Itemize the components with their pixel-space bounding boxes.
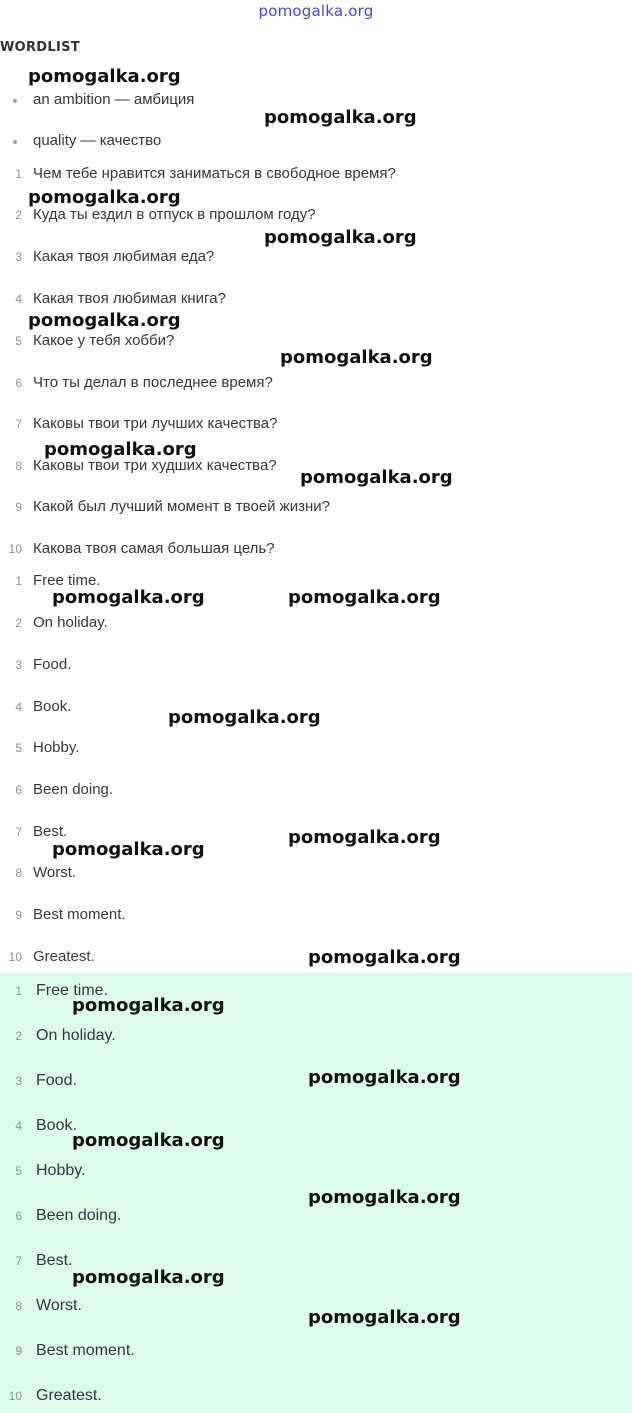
question-number: 7 — [15, 417, 22, 431]
answer-text: Hobby. — [33, 739, 80, 756]
question-text: Какая твоя любимая книга? — [33, 290, 226, 307]
answer-text: Greatest. — [36, 1387, 102, 1404]
watermark: pomogalka.org — [280, 347, 433, 368]
watermark: pomogalka.org — [72, 1130, 225, 1151]
watermark: pomogalka.org — [308, 1067, 461, 1088]
wordlist-item-text: quality — качество — [33, 132, 162, 149]
answer-number: 4 — [15, 1119, 22, 1133]
answer-number: 9 — [15, 908, 22, 922]
answer-text: On holiday. — [36, 1027, 116, 1044]
watermark: pomogalka.org — [308, 1307, 461, 1328]
answer-text: Book. — [36, 1117, 77, 1134]
wordlist-heading: WORDLIST — [0, 40, 80, 55]
question-text: Какая твоя любимая еда? — [33, 248, 215, 265]
question-number: 2 — [15, 208, 22, 222]
watermark: pomogalka.org — [288, 827, 441, 848]
answer-number: 9 — [15, 1344, 22, 1358]
answer-number: 7 — [15, 1254, 22, 1268]
answer-number: 2 — [15, 1029, 22, 1043]
question-text: Каковы твои три худших качества? — [33, 457, 277, 474]
answer-text: Free time. — [36, 982, 109, 999]
watermark: pomogalka.org — [28, 310, 181, 331]
question-number: 4 — [15, 292, 22, 306]
watermark: pomogalka.org — [264, 227, 417, 248]
watermark: pomogalka.org — [308, 947, 461, 968]
answer-text: Food. — [36, 1072, 77, 1089]
answer-text: Worst. — [33, 864, 77, 881]
watermark: pomogalka.org — [44, 439, 197, 460]
answer-text: Greatest. — [33, 948, 95, 965]
answer-number: 1 — [15, 574, 22, 588]
question-number: 8 — [15, 459, 22, 473]
answer-number: 3 — [15, 1074, 22, 1088]
answer-text: Free time. — [33, 572, 101, 589]
answer-text: Book. — [33, 698, 72, 715]
answer-text: Best moment. — [36, 1342, 135, 1359]
answer-text: Been doing. — [36, 1207, 122, 1224]
answer-number: 8 — [15, 1299, 22, 1313]
answer-number: 5 — [15, 1164, 22, 1178]
question-text: Какова твоя самая большая цель? — [33, 540, 275, 557]
question-text: Какой был лучший момент в твоей жизни? — [33, 498, 330, 515]
question-number: 3 — [15, 250, 22, 264]
answer-number: 2 — [15, 616, 22, 630]
answer-number: 10 — [8, 1389, 22, 1403]
bullet-icon — [13, 99, 17, 103]
answer-text: Best. — [33, 823, 68, 840]
answer-number: 3 — [15, 658, 22, 672]
watermark: pomogalka.org — [52, 839, 205, 860]
answer-text: Best moment. — [33, 906, 126, 923]
answer-text: Food. — [33, 656, 72, 673]
answer-text: Been doing. — [33, 781, 114, 798]
answer-text: On holiday. — [33, 614, 108, 631]
answer-number: 6 — [15, 1209, 22, 1223]
bullet-icon — [13, 140, 17, 144]
watermark: pomogalka.org — [28, 66, 181, 87]
question-text: Каковы твои три лучших качества? — [33, 415, 278, 432]
answer-text: Hobby. — [36, 1162, 86, 1179]
answer-number: 1 — [15, 984, 22, 998]
wordlist-item-text: an ambition — амбиция — [33, 91, 195, 108]
watermark: pomogalka.org — [168, 707, 321, 728]
answer-number: 4 — [15, 700, 22, 714]
question-text: Чем тебе нравится заниматься в свободное время? — [33, 165, 396, 182]
top-site-link[interactable]: pomogalka.org — [258, 2, 374, 20]
question-number: 10 — [8, 542, 22, 556]
watermark: pomogalka.org — [52, 587, 205, 608]
watermark: pomogalka.org — [308, 1187, 461, 1208]
answer-number: 10 — [8, 950, 22, 964]
question-text: Что ты делал в последнее время? — [33, 374, 273, 391]
watermark: pomogalka.org — [264, 107, 417, 128]
answer-number: 7 — [15, 825, 22, 839]
watermark: pomogalka.org — [288, 587, 441, 608]
watermark: pomogalka.org — [28, 187, 181, 208]
watermark: pomogalka.org — [72, 1267, 225, 1288]
watermark: pomogalka.org — [300, 467, 453, 488]
question-number: 9 — [15, 500, 22, 514]
answer-text: Best. — [36, 1252, 73, 1269]
answer-text: Worst. — [36, 1297, 82, 1314]
question-number: 6 — [15, 376, 22, 390]
answer-number: 6 — [15, 783, 22, 797]
question-text: Куда ты ездил в отпуск в прошлом году? — [33, 206, 316, 223]
answer-number: 5 — [15, 741, 22, 755]
watermark: pomogalka.org — [72, 995, 225, 1016]
question-number: 1 — [15, 167, 22, 181]
question-number: 5 — [15, 334, 22, 348]
question-text: Какое у тебя хобби? — [33, 332, 175, 349]
answer-number: 8 — [15, 866, 22, 880]
